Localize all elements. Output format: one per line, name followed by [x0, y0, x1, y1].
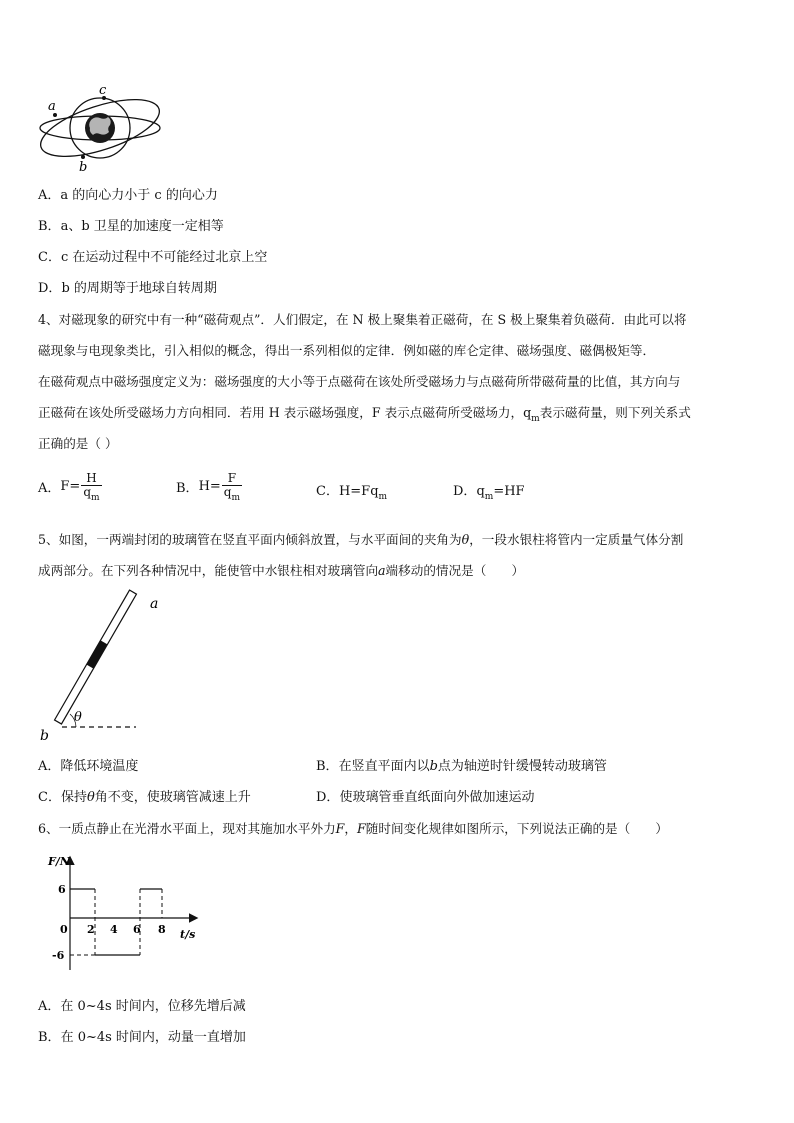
q6-line-1: 6、一质点静止在光滑水平面上，现对其施加水平外力F，F随时间变化规律如图所示，下列说法正确的是（ ） — [38, 821, 669, 836]
y-axis-label: F/N — [48, 855, 70, 868]
q4-option-d: D．$q_m=HF$ — [453, 484, 525, 502]
ytick-neg6: -6 — [52, 949, 65, 962]
q4-option-c: C．$H=Fq_m$ — [316, 484, 388, 502]
q3-option-c: C．c 在运动过程中不可能经过北京上空 — [38, 250, 268, 265]
q6-option-b: B．在 0~4s 时间内，动量一直增加 — [38, 1030, 246, 1045]
satellite-orbit-figure — [36, 84, 166, 174]
q5-line-2: 成两部分。在下列各种情况中，能使管中水银柱相对玻璃管向a端移动的情况是（ ） — [38, 563, 525, 578]
glass-tube-figure — [36, 594, 176, 744]
q4-line-4: 正磁荷在该处所受磁场力方向相同．若用 H 表示磁场强度，F 表示点磁荷所受磁场力，$q_m$表示磁荷量，则下列关系式 — [38, 405, 691, 424]
xtick-6: 6 — [133, 923, 141, 936]
q4-line-2: 磁现象与电现象类比，引入相似的概念，得出一系列相似的定律．例如磁的库仑定律、磁场强度、磁偶极矩等． — [38, 343, 656, 358]
q3-option-d: D．b 的周期等于地球自转周期 — [38, 281, 217, 296]
q5-option-c: C．保持θ角不变，使玻璃管减速上升 — [38, 790, 251, 805]
q4-option-a: A．F= $\frac{H}{q_m}$ — [38, 471, 100, 503]
label-b: b — [40, 728, 49, 744]
glass-tube — [55, 590, 137, 724]
q4-option-b: B．H= $\frac{F}{q_m}$ — [176, 471, 241, 503]
q5-option-a: A．降低环境温度 — [38, 759, 139, 774]
q3-option-b: B．a、b 卫星的加速度一定相等 — [38, 219, 224, 234]
fraction-h-over-qm: $\frac{H}{q_m}$ — [83, 471, 100, 503]
earth-continents — [89, 117, 110, 135]
force-time-graph — [40, 852, 210, 977]
q4-line-5: 正确的是（ ） — [38, 436, 118, 451]
label-b: b — [79, 160, 88, 175]
fraction-f-over-qm: $\frac{F}{q_m}$ — [223, 471, 241, 503]
satellite-b — [81, 155, 85, 159]
label-a: a — [150, 596, 159, 612]
x-axis-label: t/s — [180, 928, 196, 941]
q5-option-d: D．使玻璃管垂直纸面向外做加速运动 — [316, 790, 535, 805]
label-theta: θ — [74, 710, 82, 725]
label-a: a — [48, 99, 56, 114]
q5-line-1: 5、如图，一两端封闭的玻璃管在竖直平面内倾斜放置，与水平面间的夹角为θ，一段水银柱将管内一定质量气体分割 — [38, 532, 684, 547]
q4-line-3: 在磁荷观点中磁场强度定义为：磁场强度的大小等于点磁荷在该处所受磁场力与点磁荷所带磁荷量的比值，其方向与 — [38, 374, 681, 389]
q6-option-a: A．在 0~4s 时间内，位移先增后减 — [38, 999, 246, 1014]
q3-option-a: A．a 的向心力小于 c 的向心力 — [38, 188, 218, 203]
q4-line-1: 4、对磁现象的研究中有一种“磁荷观点”．人们假定，在 N 极上聚集着正磁荷，在 S 极上聚集着负磁荷．由此可以将 — [38, 312, 687, 327]
ytick-6: 6 — [58, 883, 66, 896]
xtick-4: 4 — [110, 923, 118, 936]
origin-label: 0 — [60, 923, 68, 936]
xtick-2: 2 — [87, 923, 95, 936]
mercury-column — [87, 640, 108, 668]
q5-option-b: B．在竖直平面内以b点为轴逆时针缓慢转动玻璃管 — [316, 759, 607, 774]
label-c: c — [99, 83, 107, 98]
xtick-8: 8 — [158, 923, 166, 936]
